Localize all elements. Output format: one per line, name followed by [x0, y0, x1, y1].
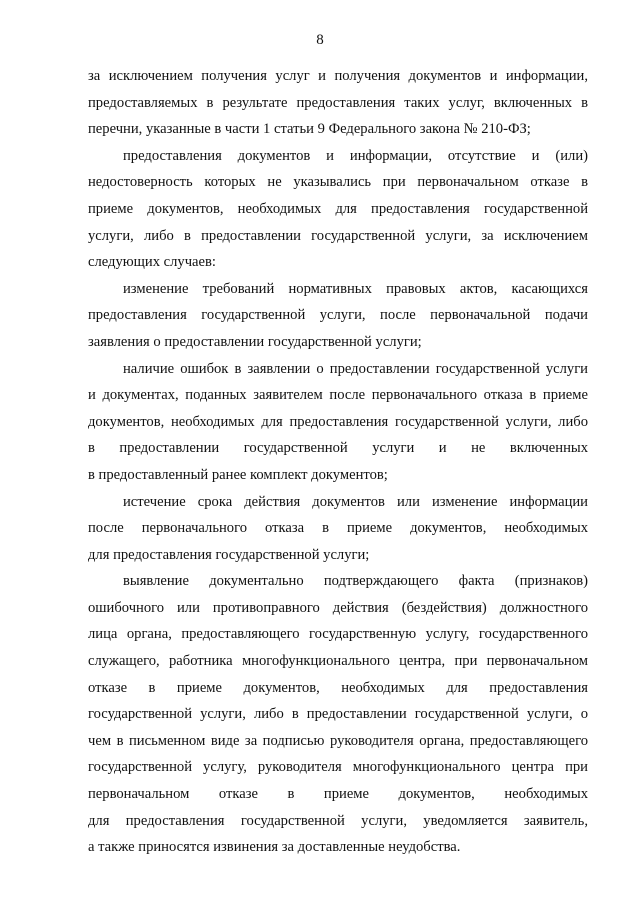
text-line: для предоставления государственной услуги;: [88, 546, 370, 563]
text-line: документов, необходимых для предоставления государственной услуги, либо: [88, 413, 588, 430]
text-line: приеме документов, необходимых для предоставления государственной: [88, 200, 588, 217]
text-line: предоставления документов и информации, отсутствие и (или): [123, 147, 588, 164]
text-line: недостоверность которых не указывались при первоначальном отказе в: [88, 174, 588, 191]
text-line: услуги, либо в предоставлении государственной услуги, за исключением: [88, 227, 588, 244]
text-line: перечни, указанные в части 1 статьи 9 Федерального закона № 210-ФЗ;: [88, 121, 531, 138]
text-line: государственной услуги, либо в предоставлении государственной услуги, о: [88, 706, 588, 723]
text-line: отказе в приеме документов, необходимых для предоставления: [88, 679, 588, 696]
body-text: [88, 63, 588, 861]
text-line: наличие ошибок в заявлении о предоставлении государственной услуги: [123, 360, 588, 377]
text-line: ошибочного или противоправного действия (бездействия) должностного: [88, 599, 588, 616]
text-line: истечение срока действия документов или изменение информации: [123, 493, 588, 510]
text-line: государственной услугу, руководителя многофункционального центра при: [88, 759, 588, 776]
text-line: в предоставленный ранее комплект документов;: [88, 466, 388, 483]
text-line: заявления о предоставлении государственной услуги;: [88, 333, 422, 350]
text-line: а также приносятся извинения за доставленные неудобства.: [88, 839, 461, 856]
text-line: выявление документально подтверждающего факта (признаков): [123, 573, 588, 590]
text-line: в предоставлении государственной услуги и не включенных: [88, 440, 588, 457]
text-line: предоставления государственной услуги, после первоначальной подачи: [88, 307, 588, 324]
text-line: следующих случаев:: [88, 254, 216, 271]
text-line: после первоначального отказа в приеме документов, необходимых: [88, 520, 588, 537]
text-line: за исключением получения услуг и получения документов и информации,: [88, 68, 588, 84]
text-line: служащего, работника многофункционального центра, при первоначальном: [88, 653, 588, 670]
text-line: и документах, поданных заявителем после первоначального отказа в приеме: [88, 387, 588, 404]
text-line: лица органа, предоставляющего государственную услугу, государственного: [88, 626, 588, 643]
page-number: 8: [316, 32, 324, 48]
text-line: для предоставления государственной услуги, уведомляется заявитель,: [88, 812, 588, 829]
text-line: предоставляемых в результате предоставления таких услуг, включенных в: [88, 94, 588, 111]
text-line: изменение требований нормативных правовых актов, касающихся: [123, 280, 588, 297]
text-line: первоначальном отказе в приеме документов, необходимых: [88, 786, 588, 803]
text-line: чем в письменном виде за подписью руководителя органа, предоставляющего: [88, 732, 588, 749]
